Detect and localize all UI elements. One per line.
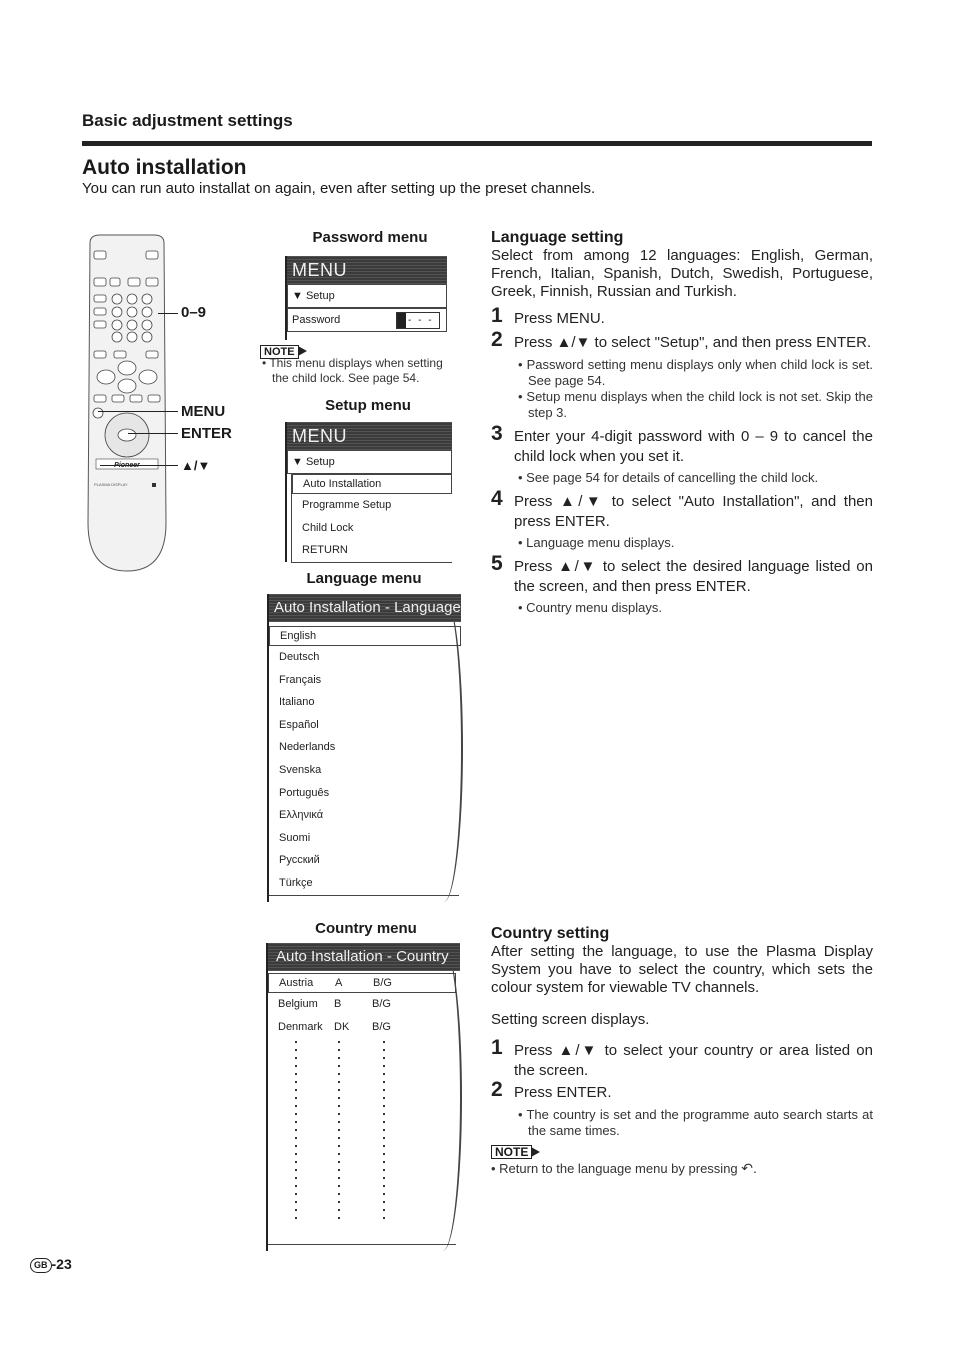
menu-bottom-rule	[268, 1244, 456, 1245]
country-menu-caption: Country menu	[315, 920, 417, 937]
callout-line-menu	[98, 411, 178, 412]
ellipsis-column	[383, 1041, 385, 1221]
menu-item-programme-setup[interactable]: Programme Setup	[302, 499, 392, 511]
callout-menu: MENU	[181, 403, 226, 420]
language-item[interactable]: Italiano	[279, 696, 315, 709]
language-item[interactable]: Svenska	[279, 763, 322, 776]
menu-item-child-lock[interactable]: Child Lock	[302, 521, 354, 534]
language-setting-intro: Select from among 12 languages: English, German, French, Italian, Spanish, Dutch, Swedish, Portuguese, Greek, Finnish, Russian and Turkish.	[491, 247, 873, 300]
setup-menu-caption: Setup menu	[325, 397, 411, 414]
country-row[interactable]: Denmark DK B/G	[278, 1020, 391, 1033]
country-setting-screen-note: Setting screen displays.	[491, 1011, 650, 1028]
note-text: • This menu displays when setting the child lock. See page 54.	[262, 356, 443, 385]
password-row[interactable]: Password - - -	[287, 308, 447, 332]
return-icon: ↶.	[741, 1160, 757, 1176]
language-item[interactable]: Türkçe	[269, 872, 459, 896]
step-3: 3 Enter your 4-digit password with 0 – 9 to cancel the child lock when you set it.	[491, 422, 873, 465]
ellipsis-column	[338, 1041, 340, 1221]
password-menu-header: MENU	[287, 256, 447, 284]
setup-icon: ▼	[292, 290, 303, 302]
country-row[interactable]: Austria A B/G	[268, 973, 456, 993]
remote-control-illustration	[84, 233, 170, 573]
callout-digits: 0–9	[181, 304, 207, 321]
page-number: GB -23	[30, 1256, 72, 1273]
bullet: • Setup menu displays when the child lock is not set. Skip the step 3.	[518, 389, 873, 420]
intro-text: You can run auto installat on again, even after setting up the preset channels.	[82, 180, 596, 197]
language-item[interactable]: Nederlands	[279, 741, 336, 754]
step-1: 1 Press ▲/▼ to select your country or area listed on the screen.	[491, 1036, 873, 1079]
page-title: Auto installation	[82, 156, 247, 179]
country-menu-header: Auto Installation - Country	[268, 943, 460, 971]
bullet: • See page 54 for details of cancelling the child lock.	[518, 470, 819, 485]
language-item[interactable]: Deutsch	[279, 651, 320, 663]
bullet: • The country is set and the programme auto search starts at the same times.	[518, 1107, 873, 1138]
country-setting-intro: After setting the language, to use the Plasma Display System you have to select the country, which sets the colour system for viewable TV channels.	[491, 943, 873, 996]
country-menu-screen	[266, 943, 462, 1251]
password-menu-screen	[285, 256, 447, 340]
section-label: Basic adjustment settings	[82, 111, 293, 130]
language-item[interactable]: Suomi	[279, 831, 311, 844]
step-4: 4 Press ▲/▼ to select "Auto Installation", and then press ENTER.	[491, 487, 873, 530]
region-badge: GB	[30, 1258, 52, 1273]
language-item[interactable]: Español	[279, 718, 319, 731]
callout-line-digits	[158, 313, 178, 314]
menu-item-return[interactable]: RETURN	[292, 539, 452, 563]
callout-line-enter	[128, 433, 178, 434]
bullet: • Language menu displays.	[518, 535, 675, 550]
remote-label: PLASMA DISPLAY	[94, 482, 128, 487]
step-2: 2 Press ENTER.	[491, 1078, 612, 1101]
step-2: 2 Press ▲/▼ to select "Setup", and then press ENTER.	[491, 328, 872, 351]
callout-updown: ▲/▼	[181, 458, 211, 473]
country-setting-heading: Country setting	[491, 925, 610, 942]
language-item[interactable]: Français	[279, 673, 322, 686]
password-field[interactable]: - - -	[396, 312, 440, 329]
note-badge: NOTE	[260, 342, 307, 360]
step-5: 5 Press ▲/▼ to select the desired language listed on the screen, and then press ENTER.	[491, 552, 873, 595]
country-setting-section	[491, 925, 873, 1176]
setup-menu-setup-row: ▼ Setup	[287, 450, 452, 474]
language-item[interactable]: Ελληνικά	[279, 809, 324, 822]
ellipsis-column	[295, 1041, 297, 1221]
setup-menu-header: MENU	[287, 422, 452, 450]
callout-enter: ENTER	[181, 425, 232, 442]
note-badge: NOTE	[491, 1143, 873, 1161]
password-menu-setup-row: ▼ Setup	[287, 284, 447, 308]
bullet: • Password setting menu displays only when child lock is set. See page 54.	[518, 357, 873, 388]
language-item[interactable]: English	[269, 626, 461, 646]
language-item[interactable]: Português	[279, 786, 330, 799]
language-setting-heading: Language setting	[491, 229, 624, 246]
callout-line-updown	[100, 465, 178, 466]
note-text: • Return to the language menu by pressing ↶.	[491, 1160, 757, 1176]
language-menu-caption: Language menu	[306, 570, 422, 587]
country-row[interactable]: Belgium B B/G	[278, 998, 391, 1010]
password-menu-caption: Password menu	[312, 229, 428, 246]
language-item[interactable]: Русский	[279, 854, 320, 867]
step-1: 1 Press MENU.	[491, 304, 605, 327]
header-rule	[82, 141, 872, 146]
bullet: • Country menu displays.	[518, 600, 663, 615]
menu-item-auto-installation[interactable]: Auto Installation	[292, 474, 452, 494]
language-menu-screen	[267, 594, 463, 902]
language-setting-section	[491, 229, 873, 616]
setup-menu-screen	[285, 422, 452, 562]
setup-icon: ▼	[292, 456, 303, 468]
language-menu-header: Auto Installation - Language	[269, 594, 461, 622]
